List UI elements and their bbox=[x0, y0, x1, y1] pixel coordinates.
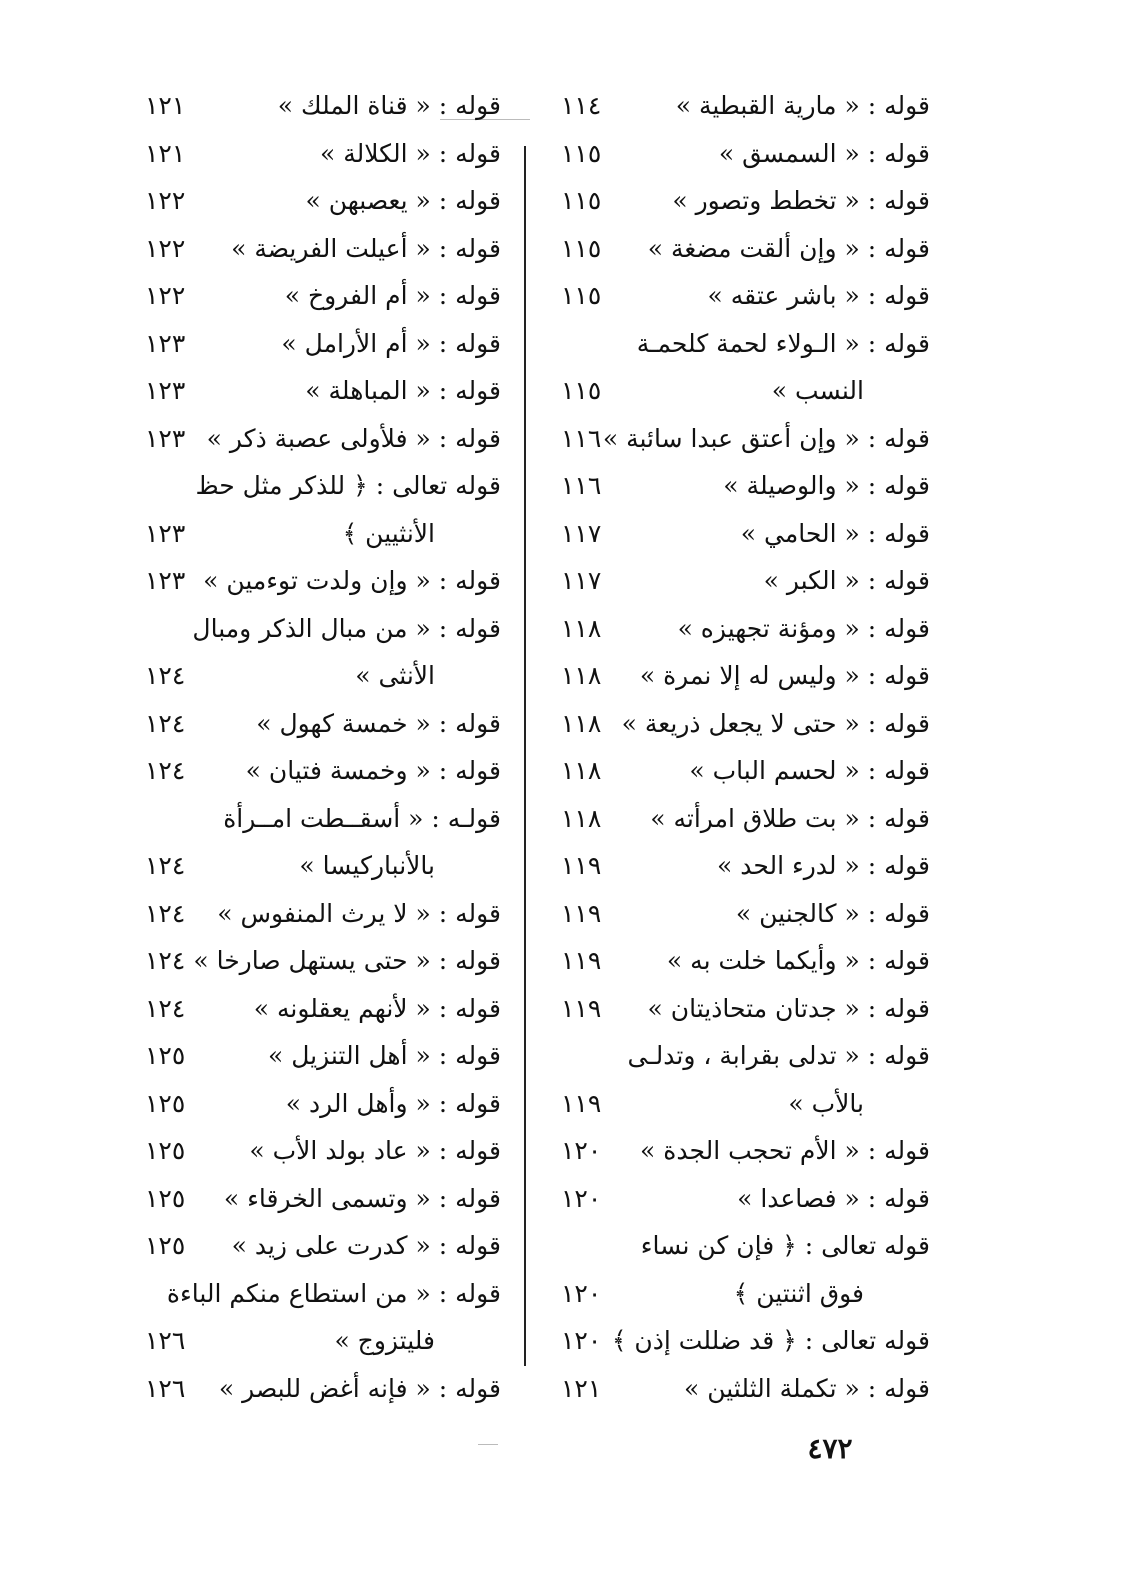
entry-text: قوله : « باشر عتقه » bbox=[707, 281, 930, 310]
entry-line bbox=[553, 795, 930, 843]
entry-line bbox=[553, 557, 930, 605]
entry-page-number: ١٢٦ bbox=[145, 1373, 186, 1403]
entry-line bbox=[553, 842, 930, 890]
index-entry bbox=[137, 415, 501, 463]
entry-line bbox=[137, 415, 501, 463]
index-entry bbox=[553, 177, 930, 225]
entry-line bbox=[137, 272, 501, 320]
entry-text: قوله : « أهل التنزيل » bbox=[267, 1041, 501, 1070]
entry-text: قوله : « تدلى بقرابة ، وتدلـى bbox=[627, 1041, 930, 1070]
entry-page-number: ١٢٣ bbox=[145, 566, 186, 595]
index-entry bbox=[137, 1270, 501, 1365]
entry-line bbox=[553, 510, 930, 558]
entry-line bbox=[553, 605, 930, 653]
entry-line bbox=[137, 890, 501, 938]
entry-text: قوله : « يعصبهن » bbox=[305, 186, 501, 215]
entry-text: قوله : « كالجنين » bbox=[735, 898, 930, 928]
entry-page-number: ١١٨ bbox=[561, 708, 602, 738]
index-entry bbox=[553, 700, 930, 748]
entry-line bbox=[137, 177, 501, 225]
entry-line bbox=[553, 320, 930, 368]
entry-text: قوله : « وأهل الرد » bbox=[285, 1088, 501, 1118]
entry-text: قوله : « أم الفروخ » bbox=[284, 281, 501, 310]
entry-page-number: ١٢٠ bbox=[561, 1136, 602, 1165]
entry-page-number: ١٢٤ bbox=[145, 946, 186, 975]
page-number: ٤٧٢ bbox=[807, 1432, 853, 1465]
entry-text: قوله تعالى : ﴿ قد ضللت إذن ﴾ bbox=[611, 1326, 930, 1355]
index-entry bbox=[553, 1365, 930, 1413]
entry-page-number: ١١٩ bbox=[561, 993, 602, 1023]
index-entry bbox=[137, 272, 501, 320]
entry-continuation-line bbox=[137, 652, 501, 700]
entry-text: قوله : « وتسمى الخرقاء » bbox=[223, 1183, 501, 1213]
entry-text: قوله : « أعيلت الفريضة » bbox=[231, 233, 501, 263]
entry-text: قوله : « حتى لا يجعل ذريعة » bbox=[621, 708, 930, 738]
entry-text: قوله : « مارية القبطية » bbox=[675, 91, 930, 120]
right-column bbox=[553, 82, 930, 1412]
entry-line bbox=[553, 415, 930, 463]
index-entry bbox=[553, 1032, 930, 1127]
index-entry bbox=[553, 510, 930, 558]
entry-text: قوله : « من استطاع منكم الباءة bbox=[166, 1278, 501, 1308]
entry-page-number: ١١٥ bbox=[561, 376, 602, 405]
entry-text: قوله : « حتى يستهل صارخا » bbox=[193, 946, 501, 975]
entry-page-number: ١٢٤ bbox=[145, 993, 186, 1023]
entry-text: قوله : « جدتان متحاذيتان » bbox=[647, 993, 930, 1023]
entry-line bbox=[553, 700, 930, 748]
entry-line bbox=[137, 747, 501, 795]
entry-page-number: ١٢١ bbox=[561, 1373, 602, 1403]
entry-text: فوق اثنتين ﴾ bbox=[733, 1278, 864, 1308]
entry-page-number: ١٢٣ bbox=[145, 328, 186, 358]
entry-text: قوله : « والوصيلة » bbox=[723, 471, 930, 500]
index-entry bbox=[137, 700, 501, 748]
entry-line bbox=[137, 1365, 501, 1413]
entry-page-number: ١١٩ bbox=[561, 851, 602, 880]
entry-line bbox=[553, 890, 930, 938]
index-entry bbox=[137, 462, 501, 557]
index-entry bbox=[137, 1032, 501, 1080]
index-entry bbox=[137, 1365, 501, 1413]
entry-page-number: ١١٥ bbox=[561, 281, 602, 310]
entry-text: قوله : « ومؤنة تجهيزه » bbox=[677, 613, 930, 643]
entry-page-number: ١١٧ bbox=[561, 566, 602, 595]
entry-text: قوله : « فلأولى عصبة ذكر » bbox=[206, 423, 501, 453]
entry-line bbox=[137, 1032, 501, 1080]
entry-line bbox=[553, 985, 930, 1033]
entry-text: قوله : « لدرء الحد » bbox=[716, 851, 930, 880]
entry-page-number: ١٢٤ bbox=[145, 756, 186, 785]
entry-text: قولـه : « أسقــطت امــرأة bbox=[223, 803, 501, 833]
index-entry bbox=[137, 177, 501, 225]
entry-text: النسب » bbox=[771, 376, 864, 405]
entry-text: قوله : « الأم تحجب الجدة » bbox=[640, 1136, 930, 1165]
entry-line bbox=[137, 1270, 501, 1318]
entry-line bbox=[553, 462, 930, 510]
entry-line bbox=[137, 1080, 501, 1128]
index-entry bbox=[137, 320, 501, 368]
entry-line bbox=[553, 177, 930, 225]
index-entry bbox=[553, 652, 930, 700]
index-entry bbox=[553, 1222, 930, 1317]
entry-text: قوله : « الـولاء لحمة كلحمـة bbox=[636, 328, 930, 358]
entry-page-number: ١٢٥ bbox=[145, 1183, 186, 1213]
entry-line bbox=[553, 225, 930, 273]
entry-text: قوله : « فصاعدا » bbox=[737, 1183, 930, 1213]
left-column bbox=[137, 82, 501, 1412]
entry-page-number: ١١٥ bbox=[561, 138, 602, 168]
entry-page-number: ١٢٠ bbox=[561, 1278, 602, 1308]
index-entry bbox=[553, 462, 930, 510]
entry-text: فليتزوج » bbox=[334, 1326, 435, 1355]
entry-line bbox=[553, 747, 930, 795]
entry-line bbox=[137, 605, 501, 653]
entry-text: قوله : « تكملة الثلثين » bbox=[683, 1373, 930, 1403]
entry-page-number: ١٢٥ bbox=[145, 1041, 186, 1070]
entry-continuation-line bbox=[553, 367, 930, 415]
entry-line bbox=[137, 320, 501, 368]
index-entry bbox=[137, 225, 501, 273]
entry-continuation-line bbox=[137, 510, 501, 558]
entry-page-number: ١٢٣ bbox=[145, 376, 186, 405]
index-entry bbox=[137, 367, 501, 415]
entry-text: قوله : « الكبر » bbox=[763, 566, 930, 595]
entry-text: قوله : « تخطط وتصور » bbox=[672, 186, 930, 215]
entry-page-number: ١٢١ bbox=[145, 91, 186, 120]
entry-line bbox=[137, 462, 501, 510]
entry-page-number: ١١٧ bbox=[561, 518, 602, 548]
index-entry bbox=[553, 747, 930, 795]
entry-text: قوله : « من مبال الذكر ومبال bbox=[192, 613, 501, 643]
entry-text: قوله : « لا يرث المنفوس » bbox=[217, 898, 501, 928]
entry-page-number: ١١٥ bbox=[561, 233, 602, 263]
entry-page-number: ١١٩ bbox=[561, 946, 602, 975]
entry-text: قوله : « وخمسة فتيان » bbox=[245, 756, 501, 785]
column-divider bbox=[524, 146, 526, 1366]
entry-line bbox=[553, 1175, 930, 1223]
entry-line bbox=[553, 272, 930, 320]
index-entry bbox=[553, 415, 930, 463]
index-entry bbox=[553, 557, 930, 605]
entry-line bbox=[137, 1127, 501, 1175]
entry-page-number: ١٢٤ bbox=[145, 898, 186, 928]
entry-line bbox=[137, 1222, 501, 1270]
entry-page-number: ١٢٣ bbox=[145, 518, 186, 548]
entry-page-number: ١٢٢ bbox=[145, 233, 186, 263]
entry-text: قوله : « الكلالة » bbox=[320, 138, 501, 168]
entry-line bbox=[137, 82, 501, 130]
index-entry bbox=[553, 1127, 930, 1175]
index-entry bbox=[553, 605, 930, 653]
entry-page-number: ١٢٣ bbox=[145, 423, 186, 453]
index-entry bbox=[137, 747, 501, 795]
entry-page-number: ١٢٤ bbox=[145, 661, 186, 690]
entry-page-number: ١٢٦ bbox=[145, 1326, 186, 1355]
entry-text: قوله : « كدرت على زيد » bbox=[231, 1231, 501, 1260]
index-entry bbox=[137, 1127, 501, 1175]
entry-continuation-line bbox=[553, 1270, 930, 1318]
entry-text: بالأب » bbox=[788, 1088, 864, 1118]
entry-line bbox=[553, 1032, 930, 1080]
entry-text: قوله تعالى : ﴿ للذكر مثل حظ bbox=[195, 471, 501, 500]
entry-text: قوله : « وإن ألقت مضغة » bbox=[647, 233, 930, 263]
index-entry bbox=[553, 842, 930, 890]
entry-text: الأنثيين ﴾ bbox=[342, 518, 435, 548]
index-entry bbox=[553, 795, 930, 843]
index-entry bbox=[137, 795, 501, 890]
index-entry bbox=[137, 1080, 501, 1128]
bottom-stroke bbox=[478, 1444, 498, 1445]
entry-page-number: ١١٤ bbox=[561, 91, 602, 120]
entry-line bbox=[137, 225, 501, 273]
index-entry bbox=[137, 985, 501, 1033]
entry-page-number: ١٢٤ bbox=[145, 708, 186, 738]
entry-page-number: ١١٦ bbox=[561, 423, 602, 453]
entry-page-number: ١١٨ bbox=[561, 613, 602, 643]
entry-line bbox=[137, 795, 501, 843]
entry-text: قوله : « وإن أعتق عبدا سائبة » bbox=[602, 423, 930, 453]
entry-text: قوله : « الحامي » bbox=[740, 518, 930, 548]
index-entry bbox=[137, 130, 501, 178]
entry-page-number: ١٢٥ bbox=[145, 1088, 186, 1118]
entry-line bbox=[553, 130, 930, 178]
index-entry bbox=[553, 985, 930, 1033]
entry-text: قوله : « السمسق » bbox=[718, 138, 930, 168]
entry-line bbox=[553, 652, 930, 700]
entry-page-number: ١٢١ bbox=[145, 138, 186, 168]
entry-text: قوله : « أم الأرامل » bbox=[281, 328, 501, 358]
index-entry bbox=[137, 82, 501, 130]
index-entry bbox=[137, 605, 501, 700]
index-entry bbox=[553, 937, 930, 985]
entry-page-number: ١١٩ bbox=[561, 898, 602, 928]
index-entry bbox=[553, 320, 930, 415]
entry-page-number: ١٢٤ bbox=[145, 851, 186, 880]
entry-line bbox=[137, 130, 501, 178]
entry-text: الأنثى » bbox=[355, 661, 435, 690]
entry-text: قوله : « وأيكما خلت به » bbox=[666, 946, 930, 975]
entry-text: قوله : « لحسم الباب » bbox=[689, 756, 930, 785]
entry-page-number: ١٢٥ bbox=[145, 1136, 186, 1165]
entry-page-number: ١١٨ bbox=[561, 756, 602, 785]
entry-text: قوله : « عاد بولد الأب » bbox=[249, 1136, 501, 1165]
entry-page-number: ١١٥ bbox=[561, 186, 602, 215]
index-entry bbox=[553, 890, 930, 938]
index-entry bbox=[553, 225, 930, 273]
entry-page-number: ١١٨ bbox=[561, 661, 602, 690]
entry-text: قوله : « بت طلاق امرأته » bbox=[650, 803, 930, 833]
entry-text: قوله تعالى : ﴿ فإن كن نساء bbox=[640, 1231, 930, 1260]
entry-text: قوله : « قناة الملك » bbox=[277, 91, 501, 120]
index-entry bbox=[137, 1175, 501, 1223]
entry-line bbox=[553, 1317, 930, 1365]
entry-line bbox=[553, 1365, 930, 1413]
entry-text: قوله : « لأنهم يعقلونه » bbox=[253, 993, 501, 1023]
entry-line bbox=[137, 557, 501, 605]
entry-line bbox=[137, 367, 501, 415]
index-entry bbox=[553, 130, 930, 178]
entry-text: قوله : « المباهلة » bbox=[305, 376, 501, 405]
index-entry bbox=[553, 82, 930, 130]
entry-line bbox=[553, 82, 930, 130]
entry-line bbox=[553, 937, 930, 985]
entry-page-number: ١٢٢ bbox=[145, 281, 186, 310]
entry-continuation-line bbox=[137, 1317, 501, 1365]
entry-line bbox=[137, 937, 501, 985]
entry-continuation-line bbox=[553, 1080, 930, 1128]
entry-line bbox=[137, 700, 501, 748]
entry-continuation-line bbox=[137, 842, 501, 890]
entry-page-number: ١٢٠ bbox=[561, 1183, 602, 1213]
entry-page-number: ١٢٢ bbox=[145, 186, 186, 215]
entry-text: قوله : « خمسة كهول » bbox=[256, 708, 501, 738]
entry-line bbox=[553, 1222, 930, 1270]
index-entry bbox=[137, 1222, 501, 1270]
entry-page-number: ١١٨ bbox=[561, 803, 602, 833]
entry-text: قوله : « وليس له إلا نمرة » bbox=[639, 661, 930, 690]
entry-page-number: ١٢٠ bbox=[561, 1326, 602, 1355]
entry-text: قوله : « وإن ولدت توءمين » bbox=[203, 566, 501, 595]
index-entry bbox=[137, 890, 501, 938]
index-entry bbox=[137, 937, 501, 985]
entry-text: بالأنباركيسا » bbox=[299, 851, 435, 880]
entry-page-number: ١١٩ bbox=[561, 1088, 602, 1118]
index-entry bbox=[553, 272, 930, 320]
entry-text: قوله : « فإنه أغض للبصر » bbox=[218, 1373, 501, 1403]
entry-line bbox=[137, 1175, 501, 1223]
index-entry bbox=[553, 1175, 930, 1223]
entry-page-number: ١١٦ bbox=[561, 471, 602, 500]
index-entry bbox=[553, 1317, 930, 1365]
entry-line bbox=[137, 985, 501, 1033]
index-entry bbox=[137, 557, 501, 605]
entry-page-number: ١٢٥ bbox=[145, 1231, 186, 1260]
entry-line bbox=[553, 1127, 930, 1175]
